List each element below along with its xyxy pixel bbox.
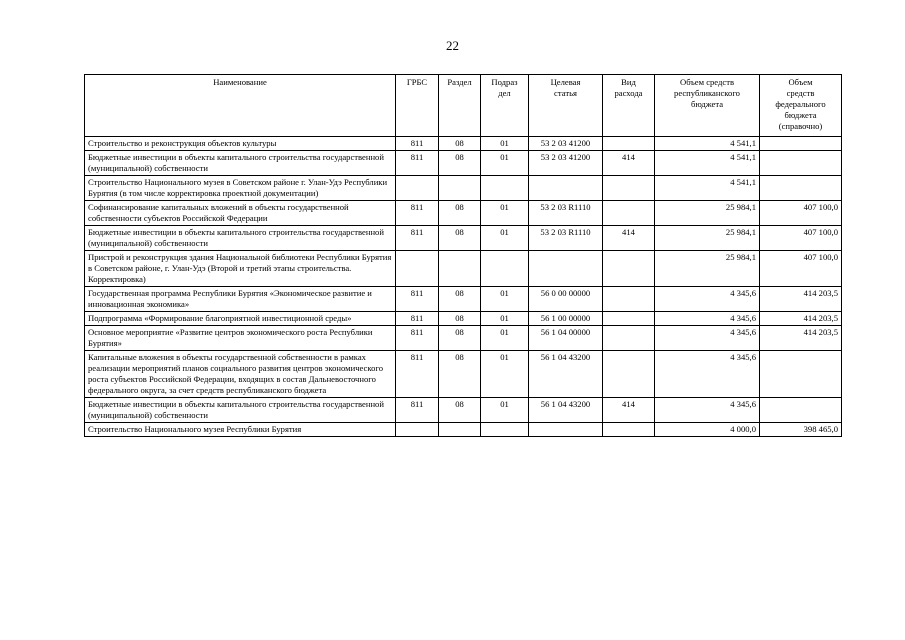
cell-republic: 4 345,6 [655, 326, 760, 351]
cell-grbs: 811 [396, 151, 439, 176]
cell-section: 08 [439, 398, 481, 423]
cell-name: Строительство и реконструкция объектов культуры [85, 137, 396, 151]
cell-expense-type [603, 201, 655, 226]
table-row [85, 398, 842, 423]
cell-subsection: 01 [481, 312, 529, 326]
table-row [85, 201, 842, 226]
table-row [85, 226, 842, 251]
cell-grbs: 811 [396, 312, 439, 326]
cell-target: 53 2 03 41200 [529, 137, 603, 151]
cell-expense-type [603, 287, 655, 312]
cell-target: 56 0 00 00000 [529, 287, 603, 312]
cell-section: 08 [439, 201, 481, 226]
cell-federal: 414 203,5 [760, 287, 842, 312]
table-row [85, 287, 842, 312]
cell-target [529, 423, 603, 437]
budget-table [84, 74, 842, 437]
cell-republic: 4 345,6 [655, 287, 760, 312]
cell-federal [760, 151, 842, 176]
cell-republic: 4 345,6 [655, 351, 760, 398]
cell-republic: 4 541,1 [655, 176, 760, 201]
cell-section: 08 [439, 326, 481, 351]
table-row [85, 423, 842, 437]
cell-expense-type: 414 [603, 398, 655, 423]
cell-expense-type [603, 351, 655, 398]
cell-expense-type [603, 326, 655, 351]
cell-name: Бюджетные инвестиции в объекты капитального строительства государственной (муниципальной) собственности [85, 151, 396, 176]
cell-subsection: 01 [481, 287, 529, 312]
cell-grbs: 811 [396, 287, 439, 312]
header-grbs: ГРБС [396, 75, 439, 137]
cell-republic: 4 541,1 [655, 151, 760, 176]
cell-section [439, 176, 481, 201]
cell-federal: 407 100,0 [760, 226, 842, 251]
header-expense-type: Вид расхода [603, 75, 655, 137]
cell-section: 08 [439, 312, 481, 326]
cell-federal: 407 100,0 [760, 251, 842, 287]
cell-federal: 398 465,0 [760, 423, 842, 437]
cell-expense-type: 414 [603, 151, 655, 176]
cell-subsection: 01 [481, 151, 529, 176]
cell-republic: 4 345,6 [655, 312, 760, 326]
cell-federal: 407 100,0 [760, 201, 842, 226]
cell-section: 08 [439, 226, 481, 251]
cell-grbs: 811 [396, 351, 439, 398]
header-name: Наименование [85, 75, 396, 137]
cell-section: 08 [439, 287, 481, 312]
table-row [85, 137, 842, 151]
cell-target: 56 1 04 43200 [529, 398, 603, 423]
cell-expense-type [603, 251, 655, 287]
cell-subsection [481, 251, 529, 287]
cell-section: 08 [439, 351, 481, 398]
cell-section: 08 [439, 137, 481, 151]
cell-name: Подпрограмма «Формирование благоприятной инвестиционной среды» [85, 312, 396, 326]
cell-subsection: 01 [481, 326, 529, 351]
cell-subsection: 01 [481, 201, 529, 226]
cell-grbs [396, 176, 439, 201]
cell-federal: 414 203,5 [760, 326, 842, 351]
cell-expense-type: 414 [603, 226, 655, 251]
cell-subsection: 01 [481, 226, 529, 251]
cell-target: 53 2 03 41200 [529, 151, 603, 176]
cell-grbs: 811 [396, 201, 439, 226]
header-section: Раздел [439, 75, 481, 137]
cell-target [529, 251, 603, 287]
cell-grbs: 811 [396, 398, 439, 423]
cell-target: 53 2 03 R1110 [529, 226, 603, 251]
cell-name: Пристрой и реконструкция здания Национальной библиотеки Республики Бурятия в Советском районе, г. Улан-Удэ (Второй и третий этапы строительства. Корректировка) [85, 251, 396, 287]
header-federal: Объем средств федерального бюджета (справочно) [760, 75, 842, 137]
cell-name: Строительство Национального музея Республики Бурятия [85, 423, 396, 437]
header-target: Целевая статья [529, 75, 603, 137]
table-header-row [85, 75, 842, 137]
table-row [85, 151, 842, 176]
cell-name: Строительство Национального музея в Советском районе г. Улан-Удэ Республики Бурятия (в том числе корректировка проектной документации) [85, 176, 396, 201]
cell-grbs: 811 [396, 137, 439, 151]
cell-grbs: 811 [396, 226, 439, 251]
cell-section [439, 423, 481, 437]
table-row [85, 176, 842, 201]
cell-name: Софинансирование капитальных вложений в объекты государственной собственности субъектов Российской Федерации [85, 201, 396, 226]
cell-name: Капитальные вложения в объекты государственной собственности в рамках реализации мероприятий планов социального развития центров экономического роста субъектов Российской Федерации, входящих в состав Дальневосточного федерального округа, за счет средств республиканского бюджета [85, 351, 396, 398]
cell-grbs [396, 423, 439, 437]
cell-target [529, 176, 603, 201]
cell-republic: 25 984,1 [655, 251, 760, 287]
cell-federal [760, 351, 842, 398]
cell-republic: 25 984,1 [655, 201, 760, 226]
cell-expense-type [603, 137, 655, 151]
page-number: 22 [446, 38, 459, 53]
table-row [85, 351, 842, 398]
cell-name: Основное мероприятие «Развитие центров экономического роста Республики Бурятия» [85, 326, 396, 351]
cell-subsection [481, 176, 529, 201]
table-row [85, 326, 842, 351]
cell-target: 56 1 04 43200 [529, 351, 603, 398]
cell-federal: 414 203,5 [760, 312, 842, 326]
cell-target: 56 1 04 00000 [529, 326, 603, 351]
cell-republic: 25 984,1 [655, 226, 760, 251]
cell-republic: 4 541,1 [655, 137, 760, 151]
cell-federal [760, 137, 842, 151]
cell-name: Бюджетные инвестиции в объекты капитального строительства государственной (муниципальной) собственности [85, 226, 396, 251]
cell-grbs: 811 [396, 326, 439, 351]
cell-republic: 4 345,6 [655, 398, 760, 423]
header-subsection: Подраз дел [481, 75, 529, 137]
cell-expense-type [603, 312, 655, 326]
cell-subsection: 01 [481, 137, 529, 151]
cell-federal [760, 398, 842, 423]
cell-target: 53 2 03 R1110 [529, 201, 603, 226]
cell-subsection: 01 [481, 351, 529, 398]
cell-expense-type [603, 423, 655, 437]
cell-section [439, 251, 481, 287]
table-row [85, 251, 842, 287]
cell-name: Государственная программа Республики Бурятия «Экономическое развитие и инновационная экономика» [85, 287, 396, 312]
header-republic: Объем средств республиканского бюджета [655, 75, 760, 137]
cell-name: Бюджетные инвестиции в объекты капитального строительства государственной (муниципальной) собственности [85, 398, 396, 423]
cell-grbs [396, 251, 439, 287]
cell-subsection [481, 423, 529, 437]
cell-target: 56 1 00 00000 [529, 312, 603, 326]
cell-federal [760, 176, 842, 201]
cell-republic: 4 000,0 [655, 423, 760, 437]
cell-expense-type [603, 176, 655, 201]
table-row [85, 312, 842, 326]
cell-subsection: 01 [481, 398, 529, 423]
cell-section: 08 [439, 151, 481, 176]
